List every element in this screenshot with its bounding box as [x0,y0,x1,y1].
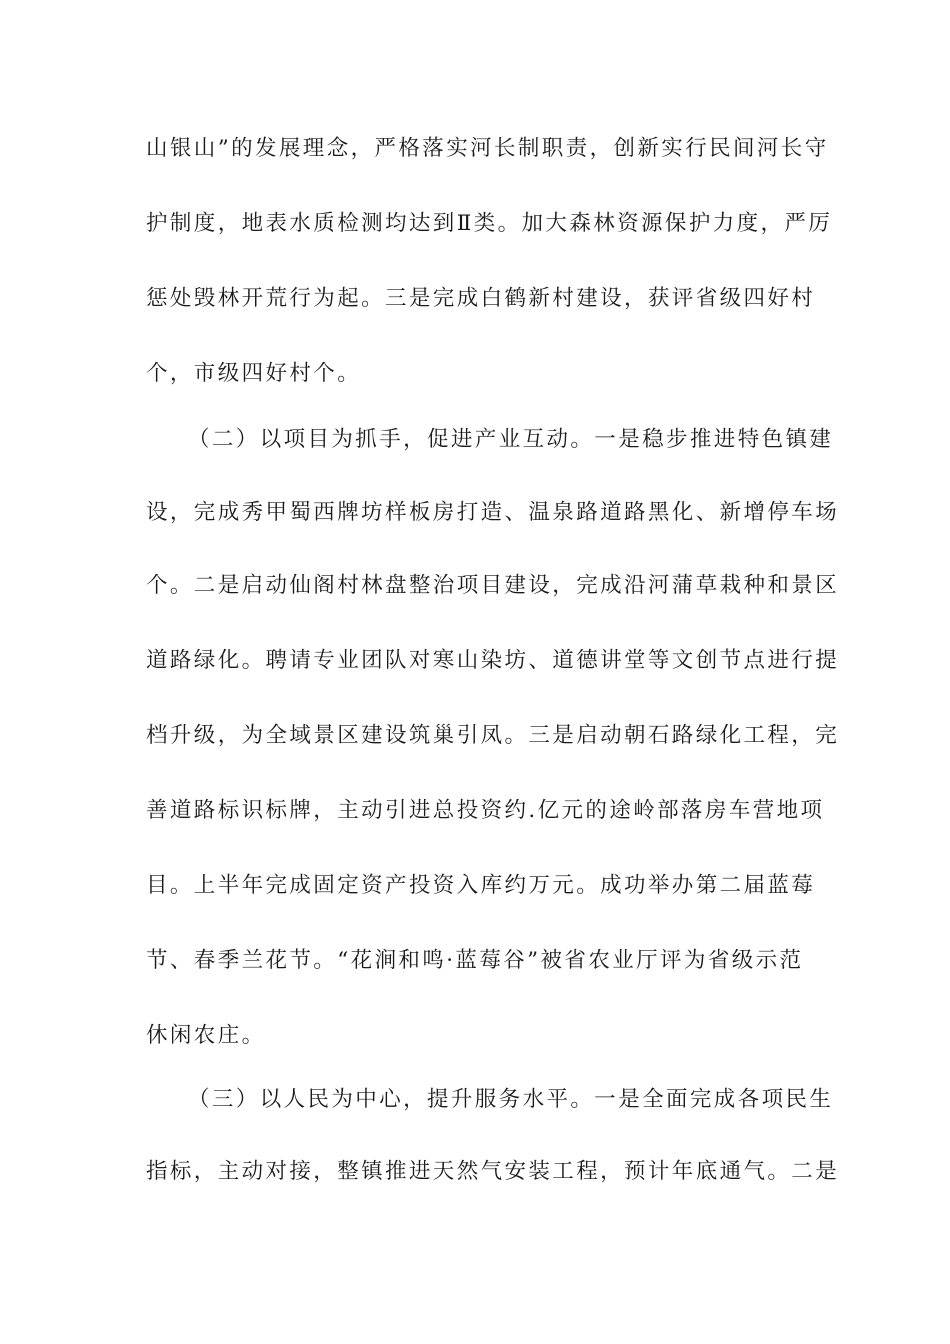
text-line: 休闲农庄。 [146,1023,266,1048]
text-line: 道路绿化。聘请专业团队对寒山染坊、道德讲堂等文创节点进行提 [146,648,840,673]
text-line: 山银山”的发展理念，严格落实河长制职责，创新实行民间河长守 [146,136,829,161]
text-line: 指标，主动对接，整镇推进天然气安装工程，预计年底通气。二是 [146,1159,840,1184]
text-line: 节、春季兰花节。“花涧和鸣·蓝莓谷”被省农业厅评为省级示范 [146,948,804,973]
text-line: 惩处毁林开荒行为起。三是完成白鹤新村建设，获评省级四好村 [146,286,816,311]
text-line: 善道路标识标牌，主动引进总投资约.亿元的途岭部落房车营地项 [146,798,825,823]
paragraph-heading-line: （二）以项目为抓手，促进产业互动。一是稳步推进特色镇建 [188,427,834,452]
text-line: 档升级，为全域景区建设筑巢引凤。三是启动朝石路绿化工程，完 [146,723,840,748]
text-line: 设，完成秀甲蜀西牌坊样板房打造、温泉路道路黑化、新增停车场 [146,500,840,525]
text-line: 个。二是启动仙阁村林盘整治项目建设，完成沿河蒲草栽种和景区 [146,573,840,598]
paragraph-heading-line: （三）以人民为中心，提升服务水平。一是全面完成各项民生 [188,1087,834,1112]
text-line: 目。上半年完成固定资产投资入库约万元。成功举办第二届蓝莓 [146,873,816,898]
text-line: 个，市级四好村个。 [146,361,362,386]
text-line: 护制度，地表水质检测均达到Ⅱ类。加大森林资源保护力度，严厉 [146,211,833,236]
